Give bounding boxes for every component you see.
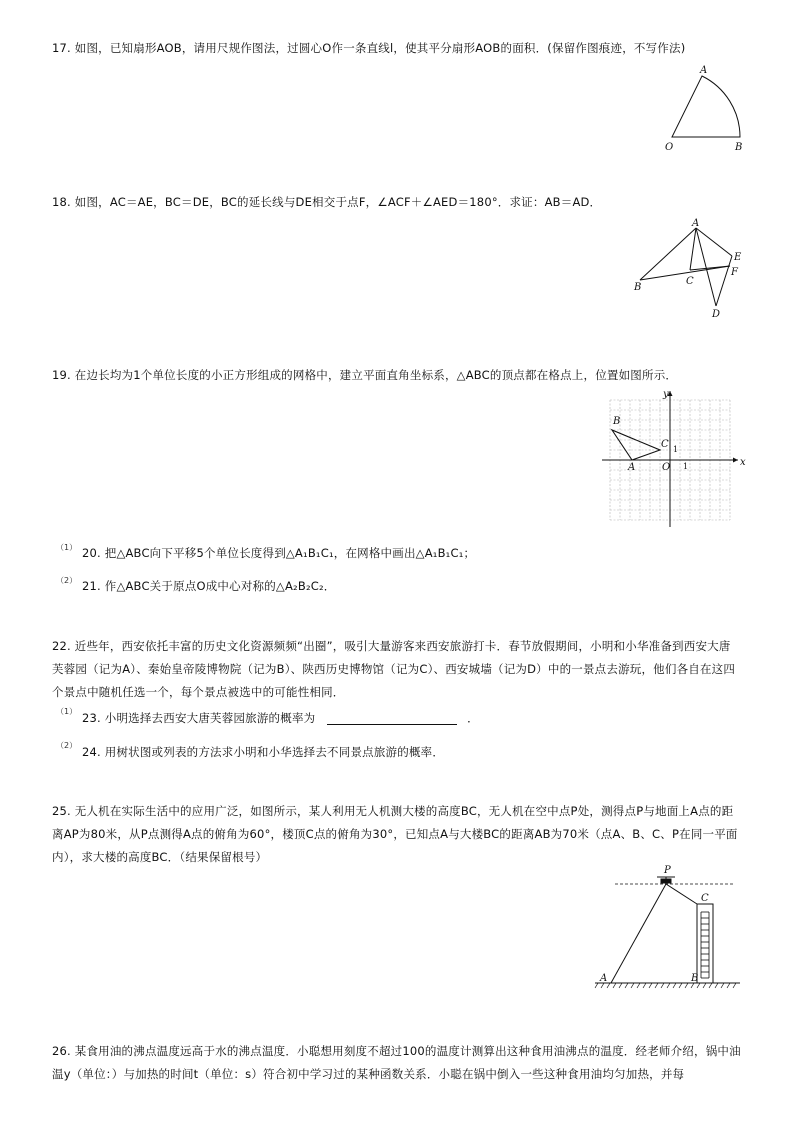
question-text: 在边长均为1个单位长度的小正方形组成的网格中，建立平面直角坐标系，△ABC的顶点都在格点上，位置如图所示． [74,368,678,382]
drone-icon [657,877,675,883]
coordinate-grid-figure [600,385,750,530]
question-text: 某食用油的沸点温度远高于水的沸点温度．小聪想用刻度不超过100的温度计测算出这种食用油沸点的温度．经老师介绍，锅中油温y（单位：）与加热的时间t（单位：s）符合初中学习过的某种函数关系．小聪在锅中倒入一些这种食用油均匀加热，并每 [52,1044,741,1081]
question-number: 17. [52,41,71,55]
question-end: ． [467,711,479,725]
question-text: 如图，已知扇形AOB，请用尺规作图法，过圆心O作一条直线l，使其平分扇形AOB的面积．(保留作图痕迹，不写作法) [74,41,686,55]
question-number: 22. [52,639,71,653]
question-text: 如图，AC＝AE，BC＝DE，BC的延长线与DE相交于点F，∠ACF＋∠AED＝180°．求证：AB＝AD． [74,195,602,209]
question-26 [52,1040,742,1086]
label-f: F [731,267,738,278]
question-number: 20. [82,546,101,560]
label-o: O [662,462,671,473]
question-21 [82,579,336,593]
label-d: D [712,309,721,320]
label-a: A [700,65,708,76]
label-x: x [740,457,746,468]
question-17 [52,41,685,55]
question-23 [82,711,479,725]
label-c: C [686,276,694,287]
subquestion-tag: （2） [56,741,78,750]
question-number: 25. [52,804,71,818]
subquestion-tag: （1） [56,543,78,552]
tick-one-y: 1 [673,445,679,454]
label-c: C [701,893,709,904]
subquestion-tag: （1） [56,707,78,716]
label-y: y [663,389,669,400]
answer-blank[interactable] [327,713,457,725]
question-text: 用树状图或列表的方法求小明和小华选择去不同景点旅游的概率． [104,745,445,759]
label-e: E [734,252,742,263]
question-number: 18. [52,195,71,209]
label-c: C [661,439,669,450]
label-a: A [600,973,608,984]
triangles-figure [630,218,750,318]
question-text: 无人机在实际生活中的应用广泛，如图所示，某人利用无人机测大楼的高度BC，无人机在空中点P处，测得点P与地面上A点的距离AP为80米，从P点测得A点的俯角为60°，楼顶C点的俯角为30°，已知点A与大楼BC的距离AB为70米（点A、B、C、P在同一平面内），求大楼的高度BC．（结果保留根号） [52,804,738,864]
question-number: 26. [52,1044,71,1058]
drone-building-figure [595,860,745,1000]
label-b: B [634,282,642,293]
question-22 [52,635,742,704]
question-number: 21. [82,579,101,593]
label-b: B [691,973,699,984]
question-text: 小明选择去西安大唐芙蓉园旅游的概率为 [104,711,316,725]
question-number: 24. [82,745,101,759]
question-text: 作△ABC关于原点O成中心对称的△A₂B₂C₂． [104,579,336,593]
question-20 [82,546,475,560]
question-24 [82,745,444,759]
label-b: B [735,142,743,153]
label-a: A [628,462,636,473]
question-25 [52,800,742,869]
question-text: 把△ABC向下平移5个单位长度得到△A₁B₁C₁，在网格中画出△A₁B₁C₁； [104,546,476,560]
subquestion-tag: （2） [56,576,78,585]
question-number: 19. [52,368,71,382]
question-text: 近些年，西安依托丰富的历史文化资源频频“出圈”，吸引大量游客来西安旅游打卡．春节放假期间，小明和小华准备到西安大唐芙蓉园（记为A）、秦始皇帝陵博物院（记为B）、陕西历史博物馆（记为C）、西安城墙（记为D）中的一景点去游玩，他们各自在这四个景点中随机任选一个，每个景点被选中的可能性相同． [52,639,736,699]
label-b: B [613,416,621,427]
question-number: 23. [82,711,101,725]
tick-one-x: 1 [683,462,689,471]
sector-aob-figure [660,62,750,152]
label-a: A [692,218,700,229]
question-18 [52,195,601,209]
question-19 [52,368,677,382]
label-o: O [665,142,674,153]
label-p: P [664,865,671,876]
